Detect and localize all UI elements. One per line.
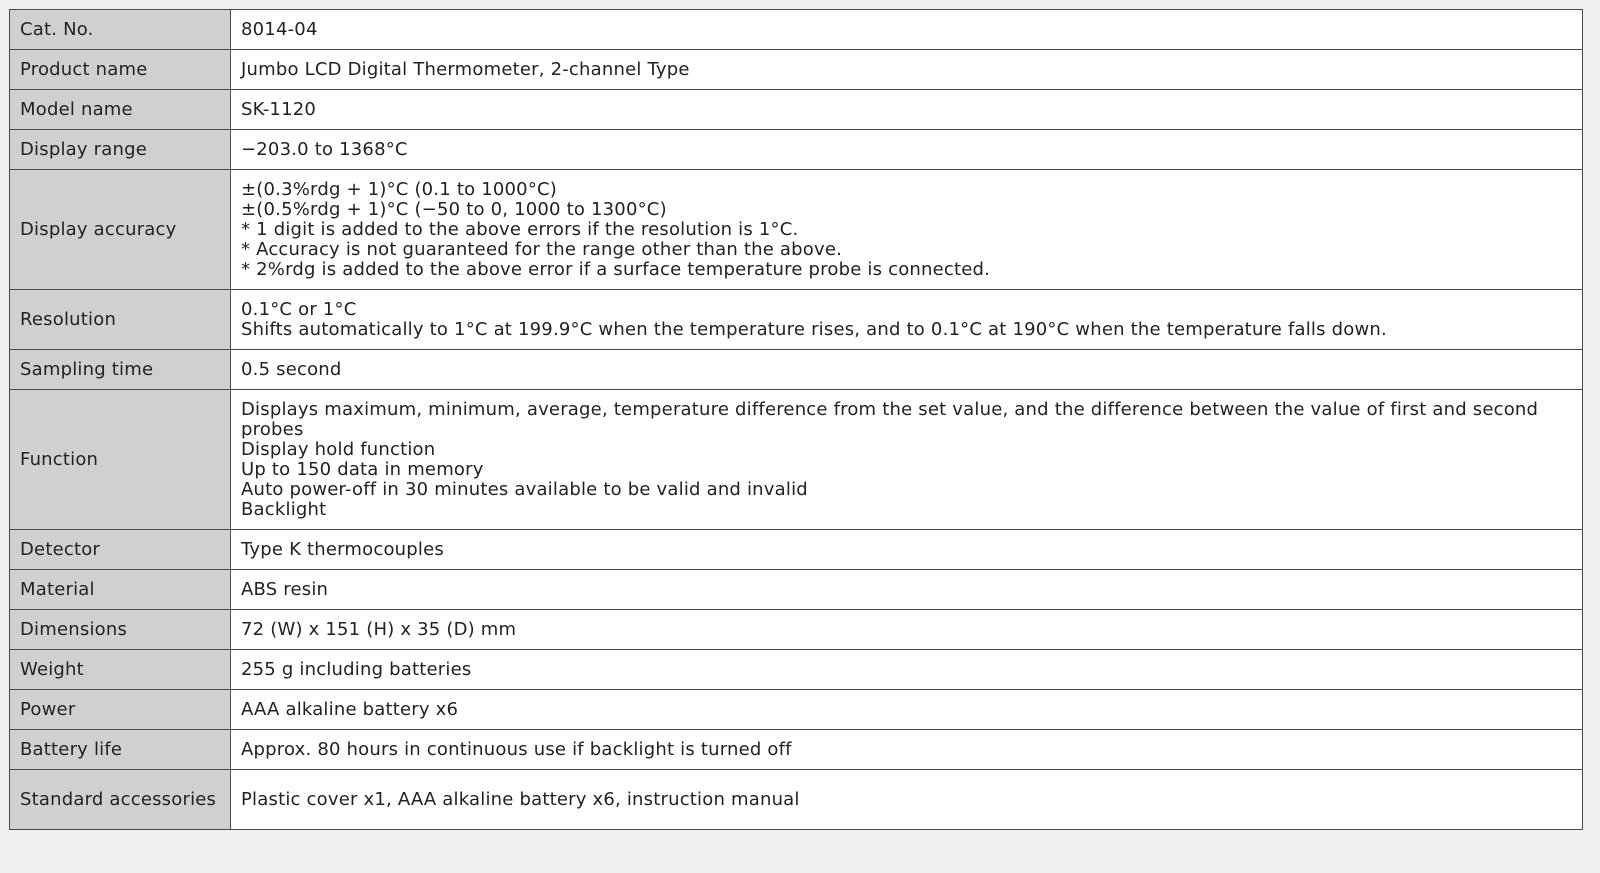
spec-value	[231, 690, 1583, 730]
spec-value-line: Displays maximum, minimum, average, temperature difference from the set value, and the difference between the value of first and second probes	[241, 398, 1539, 440]
spec-label: Cat. No.	[10, 10, 231, 50]
table-row	[10, 530, 1583, 570]
spec-value-line: ABS resin	[241, 578, 329, 600]
spec-value-line: Shifts automatically to 1°C at 199.9°C when the temperature rises, and to 0.1°C at 190°C when the temperature falls down.	[241, 318, 1387, 340]
spec-label: Model name	[10, 90, 231, 130]
spec-label: Dimensions	[10, 610, 231, 650]
spec-value-line: * Accuracy is not guaranteed for the range other than the above.	[241, 238, 843, 260]
spec-label: Battery life	[10, 730, 231, 770]
spec-value	[231, 50, 1583, 90]
table-row	[10, 350, 1583, 390]
table-row	[10, 690, 1583, 730]
table-row	[10, 650, 1583, 690]
spec-value-line: 0.5 second	[241, 358, 342, 380]
spec-label: Weight	[10, 650, 231, 690]
table-row	[10, 570, 1583, 610]
spec-value-line: 255 g including batteries	[241, 658, 472, 680]
spec-label: Power	[10, 690, 231, 730]
spec-table	[9, 9, 1583, 830]
spec-value-line: ±(0.5%rdg + 1)°C (−50 to 0, 1000 to 1300°C)	[241, 198, 667, 220]
spec-label: Function	[10, 390, 231, 530]
spec-value-line: −203.0 to 1368°C	[241, 138, 408, 160]
spec-value-line: Backlight	[241, 498, 327, 520]
spec-value-line: 72 (W) x 151 (H) x 35 (D) mm	[241, 618, 517, 640]
table-row	[10, 390, 1583, 530]
spec-value-line: Display hold function	[241, 438, 436, 460]
table-row	[10, 90, 1583, 130]
spec-value	[231, 130, 1583, 170]
spec-value-line: * 2%rdg is added to the above error if a surface temperature probe is connected.	[241, 258, 991, 280]
spec-label: Product name	[10, 50, 231, 90]
spec-value-line: SK-1120	[241, 98, 317, 120]
spec-value	[231, 290, 1583, 350]
spec-value-line: ±(0.3%rdg + 1)°C (0.1 to 1000°C)	[241, 178, 558, 200]
spec-label: Standard accessories	[10, 770, 231, 830]
spec-value	[231, 610, 1583, 650]
spec-value	[231, 390, 1583, 530]
spec-value-line: Plastic cover x1, AAA alkaline battery x6, instruction manual	[241, 788, 800, 810]
spec-value	[231, 90, 1583, 130]
spec-label: Display range	[10, 130, 231, 170]
spec-value	[231, 650, 1583, 690]
spec-value-line: 8014-04	[241, 18, 318, 40]
table-row	[10, 610, 1583, 650]
table-row	[10, 50, 1583, 90]
table-row	[10, 130, 1583, 170]
spec-value	[231, 170, 1583, 290]
spec-value-line: Up to 150 data in memory	[241, 458, 484, 480]
table-row	[10, 170, 1583, 290]
spec-label: Material	[10, 570, 231, 610]
spec-value	[231, 570, 1583, 610]
spec-value	[231, 350, 1583, 390]
spec-value-line: Type K thermocouples	[241, 538, 444, 560]
spec-label: Sampling time	[10, 350, 231, 390]
table-row	[10, 730, 1583, 770]
spec-value	[231, 530, 1583, 570]
table-row	[10, 10, 1583, 50]
spec-value	[231, 730, 1583, 770]
spec-value-line: * 1 digit is added to the above errors if the resolution is 1°C.	[241, 218, 799, 240]
spec-value-line: Auto power-off in 30 minutes available to be valid and invalid	[241, 478, 808, 500]
table-row	[10, 290, 1583, 350]
spec-value	[231, 10, 1583, 50]
spec-label: Display accuracy	[10, 170, 231, 290]
spec-value-line: Jumbo LCD Digital Thermometer, 2-channel Type	[241, 58, 690, 80]
table-row	[10, 770, 1583, 830]
spec-label: Resolution	[10, 290, 231, 350]
spec-value	[231, 770, 1583, 830]
spec-label: Detector	[10, 530, 231, 570]
spec-value-line: 0.1°C or 1°C	[241, 298, 357, 320]
spec-value-line: AAA alkaline battery x6	[241, 698, 459, 720]
spec-value-line: Approx. 80 hours in continuous use if backlight is turned off	[241, 738, 792, 760]
